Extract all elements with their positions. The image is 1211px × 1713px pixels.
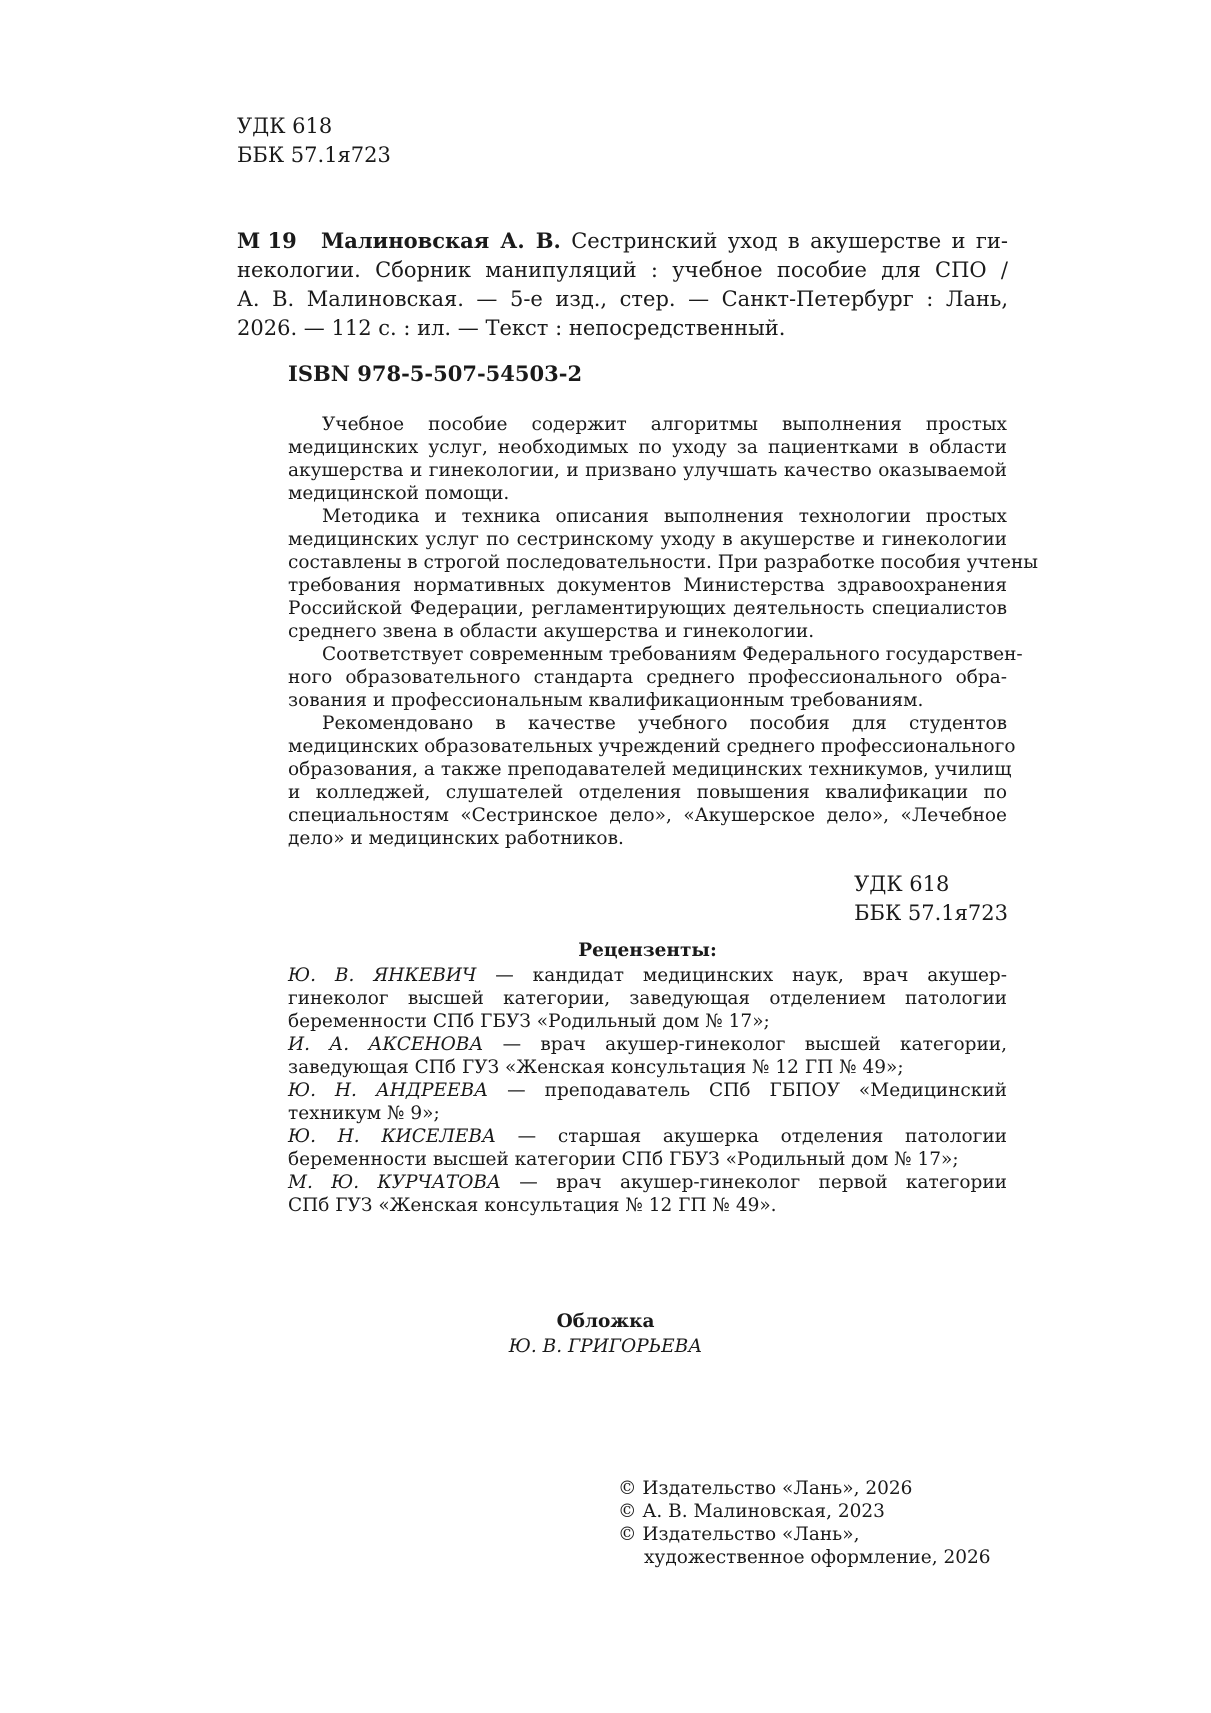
reviewer-line: беременности высшей категории СПб ГБУЗ «Родильный дом № 17»;	[288, 1149, 959, 1170]
entry-line: некологии. Сборник манипуляций : учебное пособие для СПО /	[237, 258, 1008, 282]
reviewer-desc: — старшая акушерка отделения патологии	[517, 1126, 1007, 1147]
annotation	[288, 413, 1039, 850]
annotation-line: специальностям «Сестринское дело», «Акушерское дело», «Лечебное	[288, 805, 1007, 826]
reviewer-name: М. Ю. КУРЧАТОВА	[288, 1172, 501, 1193]
reviewer-desc: — преподаватель СПб ГБПОУ «Медицинский	[507, 1080, 1008, 1101]
annotation-line: медицинских услуг, необходимых по уходу за пациентками в области	[288, 437, 1007, 458]
annotation-line: требования нормативных документов Министерства здравоохранения	[288, 575, 1007, 596]
copyright-line: © Издательство «Лань»,	[618, 1524, 860, 1545]
annotation-line: Учебное пособие содержит алгоритмы выполнения простых	[322, 414, 1007, 435]
annotation-line: Российской Федерации, регламентирующих деятельность специалистов	[288, 598, 1007, 619]
reviewer-line	[288, 964, 1007, 987]
reviewer-name: Ю. Н. КИСЕЛЕВА	[288, 1126, 496, 1147]
udk-code: УДК 618	[854, 872, 950, 896]
bibliographic-entry	[237, 226, 1008, 343]
annotation-line: дело» и медицинских работников.	[288, 828, 624, 849]
reviewer-line: заведующая СПб ГУЗ «Женская консультация № 12 ГП № 49»;	[288, 1057, 904, 1078]
reviewer-desc: — врач акушер-гинеколог высшей категории,	[502, 1034, 1007, 1055]
copyright-line: © Издательство «Лань», 2026	[618, 1478, 913, 1499]
annotation-line: медицинской помощи.	[288, 483, 510, 504]
annotation-line: акушерства и гинекологии, и призвано улучшать качество оказываемой	[288, 460, 1007, 481]
annotation-line: зования и профессиональным квалификационным требованиям.	[288, 690, 924, 711]
bbk-code: ББК 57.1я723	[854, 901, 1008, 925]
reviewer-line	[288, 1033, 1007, 1056]
entry-author: Малиновская А. В.	[321, 228, 561, 253]
cover-heading: Обложка	[556, 1311, 655, 1332]
reviewer-name: Ю. Н. АНДРЕЕВА	[288, 1080, 489, 1101]
copyright-line: © А. В. Малиновская, 2023	[618, 1501, 885, 1522]
isbn: ISBN 978-5-507-54503-2	[288, 361, 583, 386]
annotation-line: Соответствует современным требованиям Федерального государствен-	[322, 644, 1023, 665]
reviewer-line	[288, 1171, 1007, 1194]
entry-line: 2026. — 112 с. : ил. — Текст : непосредственный.	[237, 316, 786, 340]
annotation-line: и колледжей, слушателей отделения повышения квалификации по	[288, 782, 1007, 803]
annotation-line: составлены в строгой последовательности. При разработке пособия учтены	[288, 552, 1039, 573]
copyright-block	[618, 1477, 991, 1569]
copyright-line: художественное оформление, 2026	[644, 1547, 991, 1568]
annotation-line: ного образовательного стандарта среднего профессионального обра-	[288, 667, 1007, 688]
reviewers-list	[288, 964, 1007, 1217]
cover-designer: Ю. В. ГРИГОРЬЕВА	[508, 1336, 703, 1357]
reviewer-name: И. А. АКСЕНОВА	[288, 1034, 484, 1055]
author-mark: М 19	[237, 228, 297, 253]
annotation-line: Рекомендовано в качестве учебного пособия для студентов	[322, 713, 1007, 734]
reviewer-line: гинеколог высшей категории, заведующая отделением патологии	[288, 988, 1007, 1009]
reviewer-desc: — кандидат медицинских наук, врач акушер-	[495, 965, 1007, 986]
annotation-line: Методика и техника описания выполнения технологии простых	[322, 506, 1007, 527]
entry-line: А. В. Малиновская. — 5-е изд., стер. — Санкт-Петербург : Лань,	[237, 287, 1008, 311]
annotation-line: среднего звена в области акушерства и гинекологии.	[288, 621, 815, 642]
udk-code: УДК 618	[237, 114, 333, 138]
reviewer-line	[288, 1079, 1007, 1102]
classification-codes-top	[237, 112, 391, 170]
annotation-line: медицинских услуг по сестринскому уходу в акушерстве и гинекологии	[288, 529, 1007, 550]
reviewer-name: Ю. В. ЯНКЕВИЧ	[288, 965, 477, 986]
reviewers-heading: Рецензенты:	[578, 940, 717, 961]
annotation-line: медицинских образовательных учреждений среднего профессионального	[288, 736, 1016, 757]
classification-codes-bottom	[854, 870, 1008, 928]
entry-title-start: Сестринский уход в акушерстве и ги-	[571, 229, 1008, 253]
annotation-line: образования, а также преподавателей медицинских техникумов, училищ	[288, 759, 1012, 780]
reviewer-desc: — врач акушер-гинеколог первой категории	[519, 1172, 1007, 1193]
reviewer-line	[288, 1125, 1007, 1148]
bbk-code: ББК 57.1я723	[237, 143, 391, 167]
entry-line	[237, 226, 1008, 256]
reviewer-line: СПб ГУЗ «Женская консультация № 12 ГП № 49».	[288, 1195, 777, 1216]
reviewer-line: техникум № 9»;	[288, 1103, 440, 1124]
reviewer-line: беременности СПб ГБУЗ «Родильный дом № 17»;	[288, 1011, 770, 1032]
